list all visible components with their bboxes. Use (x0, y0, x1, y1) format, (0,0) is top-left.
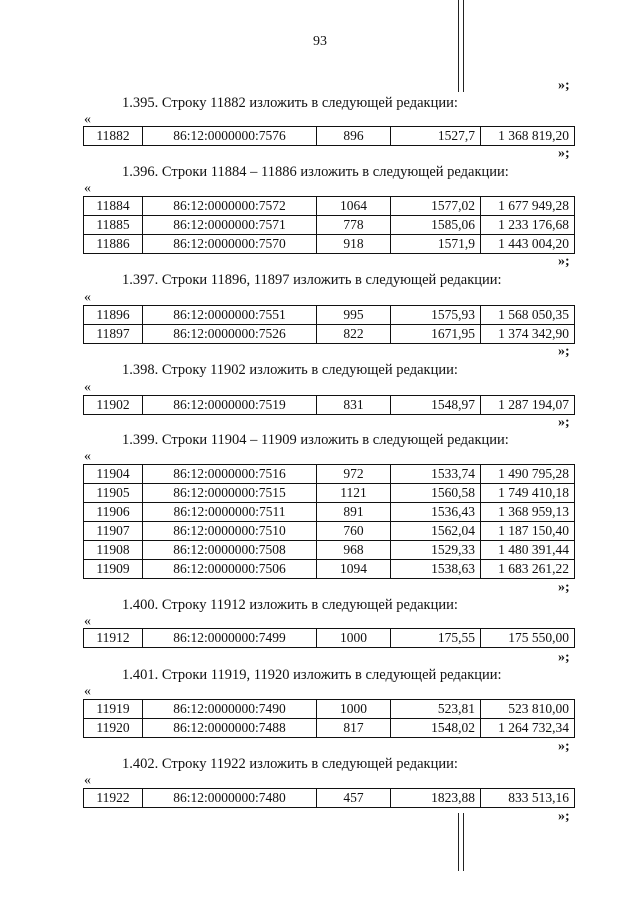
data-table (83, 464, 575, 579)
close-quote: »; (558, 344, 570, 359)
table-cell: 11905 (84, 484, 143, 503)
table-cell: 11896 (84, 306, 143, 325)
table-cell: 1 368 959,13 (481, 503, 575, 522)
table-cell: 1 374 342,90 (481, 325, 575, 344)
scan-line-bottom-2 (463, 813, 464, 871)
table-cell: 1571,9 (391, 235, 481, 254)
open-quote: « (84, 449, 91, 464)
table-row (84, 560, 575, 579)
table-cell: 1536,43 (391, 503, 481, 522)
table-cell: 1 187 150,40 (481, 522, 575, 541)
table-cell: 1548,02 (391, 719, 481, 738)
table-cell: 86:12:0000000:7519 (143, 396, 317, 415)
open-quote: « (84, 290, 91, 305)
table-cell: 1 264 732,34 (481, 719, 575, 738)
open-quote: « (84, 614, 91, 629)
table-row (84, 325, 575, 344)
table-cell: 86:12:0000000:7506 (143, 560, 317, 579)
close-quote: »; (558, 809, 570, 824)
table-row (84, 235, 575, 254)
open-quote: « (84, 773, 91, 788)
table-cell: 86:12:0000000:7551 (143, 306, 317, 325)
table-row (84, 629, 575, 648)
table-cell: 11922 (84, 789, 143, 808)
data-table (83, 196, 575, 254)
table-cell: 817 (317, 719, 391, 738)
table-row (84, 789, 575, 808)
data-table (83, 126, 575, 146)
section-heading: 1.397. Строки 11896, 11897 изложить в следующей редакции: (122, 272, 502, 288)
table-cell: 1094 (317, 560, 391, 579)
table-row (84, 503, 575, 522)
table-cell: 86:12:0000000:7510 (143, 522, 317, 541)
section-heading: 1.401. Строки 11919, 11920 изложить в следующей редакции: (122, 667, 502, 683)
data-table (83, 305, 575, 344)
table-cell: 1671,95 (391, 325, 481, 344)
table-cell: 175 550,00 (481, 629, 575, 648)
top-close-quote: »; (558, 78, 570, 93)
close-quote: »; (558, 650, 570, 665)
table-cell: 86:12:0000000:7508 (143, 541, 317, 560)
table-cell: 918 (317, 235, 391, 254)
table-cell: 831 (317, 396, 391, 415)
table-cell: 11882 (84, 127, 143, 146)
table-cell: 1 568 050,35 (481, 306, 575, 325)
open-quote: « (84, 684, 91, 699)
table-cell: 972 (317, 465, 391, 484)
table-cell: 1548,97 (391, 396, 481, 415)
data-table (83, 628, 575, 648)
table-cell: 11904 (84, 465, 143, 484)
table-cell: 833 513,16 (481, 789, 575, 808)
table-cell: 11906 (84, 503, 143, 522)
table-cell: 1560,58 (391, 484, 481, 503)
table-cell: 1 443 004,20 (481, 235, 575, 254)
section-heading: 1.400. Строку 11912 изложить в следующей редакции: (122, 597, 458, 613)
section-heading: 1.402. Строку 11922 изложить в следующей редакции: (122, 756, 458, 772)
close-quote: »; (558, 415, 570, 430)
table-cell: 86:12:0000000:7488 (143, 719, 317, 738)
table-cell: 1562,04 (391, 522, 481, 541)
table-row (84, 484, 575, 503)
table-cell: 1575,93 (391, 306, 481, 325)
table-cell: 1064 (317, 197, 391, 216)
table-cell: 822 (317, 325, 391, 344)
table-cell: 11920 (84, 719, 143, 738)
table-cell: 457 (317, 789, 391, 808)
table-cell: 175,55 (391, 629, 481, 648)
table-cell: 86:12:0000000:7480 (143, 789, 317, 808)
table-row (84, 719, 575, 738)
data-table (83, 395, 575, 415)
close-quote: »; (558, 146, 570, 161)
table-cell: 896 (317, 127, 391, 146)
table-cell: 11886 (84, 235, 143, 254)
table-cell: 1 480 391,44 (481, 541, 575, 560)
table-cell: 1000 (317, 700, 391, 719)
table-cell: 1 749 410,18 (481, 484, 575, 503)
close-quote: »; (558, 739, 570, 754)
table-cell: 523 810,00 (481, 700, 575, 719)
table-cell: 11919 (84, 700, 143, 719)
table-cell: 891 (317, 503, 391, 522)
open-quote: « (84, 380, 91, 395)
table-cell: 86:12:0000000:7490 (143, 700, 317, 719)
table-row (84, 306, 575, 325)
table-cell: 995 (317, 306, 391, 325)
table-cell: 1823,88 (391, 789, 481, 808)
table-cell: 11912 (84, 629, 143, 648)
table-cell: 1 233 176,68 (481, 216, 575, 235)
table-cell: 86:12:0000000:7571 (143, 216, 317, 235)
table-row (84, 465, 575, 484)
table-cell: 86:12:0000000:7515 (143, 484, 317, 503)
table-cell: 1 287 194,07 (481, 396, 575, 415)
table-cell: 1000 (317, 629, 391, 648)
table-cell: 1 368 819,20 (481, 127, 575, 146)
table-cell: 11902 (84, 396, 143, 415)
table-cell: 1 683 261,22 (481, 560, 575, 579)
table-cell: 1527,7 (391, 127, 481, 146)
table-row (84, 197, 575, 216)
table-cell: 86:12:0000000:7576 (143, 127, 317, 146)
table-cell: 1121 (317, 484, 391, 503)
table-cell: 523,81 (391, 700, 481, 719)
table-cell: 86:12:0000000:7526 (143, 325, 317, 344)
table-cell: 86:12:0000000:7511 (143, 503, 317, 522)
page-number: 93 (313, 34, 327, 49)
table-row (84, 541, 575, 560)
table-cell: 86:12:0000000:7572 (143, 197, 317, 216)
table-cell: 11885 (84, 216, 143, 235)
section-heading: 1.396. Строки 11884 – 11886 изложить в следующей редакции: (122, 164, 509, 180)
table-cell: 11884 (84, 197, 143, 216)
table-cell: 968 (317, 541, 391, 560)
table-cell: 11897 (84, 325, 143, 344)
table-cell: 1 677 949,28 (481, 197, 575, 216)
table-cell: 1577,02 (391, 197, 481, 216)
close-quote: »; (558, 254, 570, 269)
table-cell: 760 (317, 522, 391, 541)
section-heading: 1.395. Строку 11882 изложить в следующей редакции: (122, 95, 458, 111)
data-table (83, 699, 575, 738)
table-cell: 778 (317, 216, 391, 235)
table-cell: 1 490 795,28 (481, 465, 575, 484)
table-cell: 11909 (84, 560, 143, 579)
table-cell: 11908 (84, 541, 143, 560)
table-cell: 1533,74 (391, 465, 481, 484)
scan-line-bottom (458, 813, 459, 871)
table-cell: 11907 (84, 522, 143, 541)
table-cell: 1585,06 (391, 216, 481, 235)
open-quote: « (84, 181, 91, 196)
table-cell: 86:12:0000000:7499 (143, 629, 317, 648)
table-row (84, 216, 575, 235)
table-row (84, 127, 575, 146)
table-cell: 1538,63 (391, 560, 481, 579)
table-cell: 86:12:0000000:7516 (143, 465, 317, 484)
open-quote: « (84, 112, 91, 127)
table-cell: 1529,33 (391, 541, 481, 560)
table-cell: 86:12:0000000:7570 (143, 235, 317, 254)
data-table (83, 788, 575, 808)
table-row (84, 522, 575, 541)
table-row (84, 700, 575, 719)
table-row (84, 396, 575, 415)
section-heading: 1.399. Строки 11904 – 11909 изложить в следующей редакции: (122, 432, 509, 448)
close-quote: »; (558, 580, 570, 595)
section-heading: 1.398. Строку 11902 изложить в следующей редакции: (122, 362, 458, 378)
